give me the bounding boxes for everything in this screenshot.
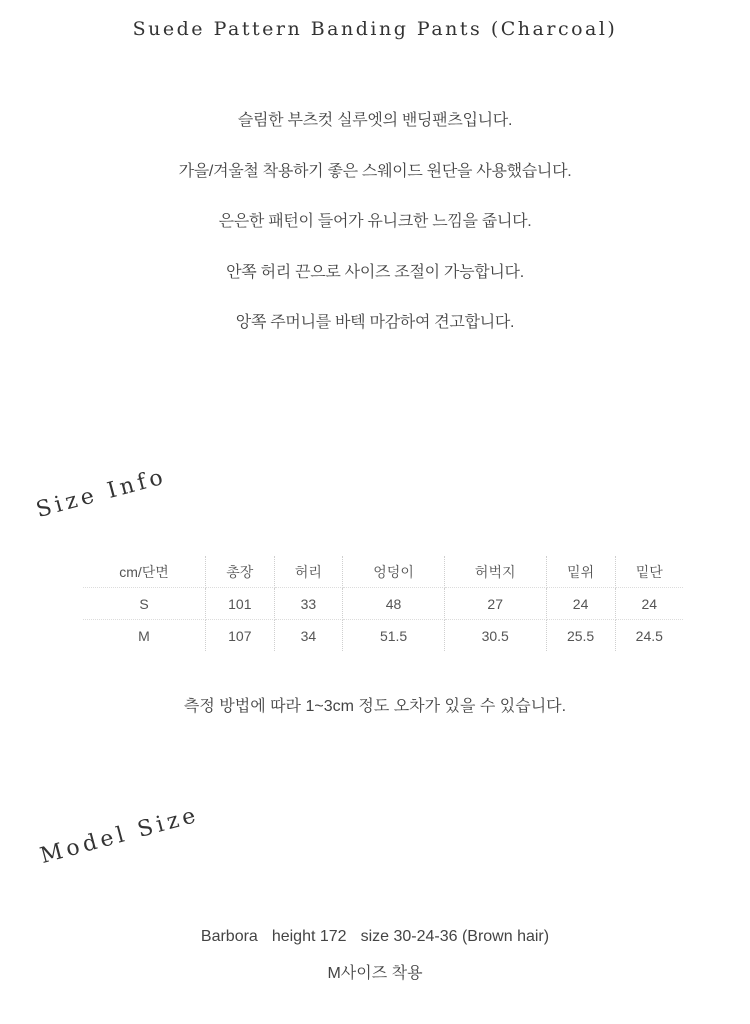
header-cell: 밑위 (546, 556, 615, 588)
size-info-heading: Size Info (33, 464, 170, 523)
product-description (0, 96, 750, 349)
model-height: height 172 (271, 928, 347, 945)
description-line: 안쪽 허리 끈으로 사이즈 조절이 가능합니다. (226, 263, 524, 281)
header-cell: 허리 (274, 556, 343, 588)
header-cell: 엉덩이 (343, 556, 445, 588)
table-cell: 51.5 (343, 620, 445, 652)
description-line: 은은한 패턴이 들어가 유니크한 느낌을 줍니다. (218, 213, 532, 230)
size-table (83, 556, 683, 651)
table-cell: 107 (206, 620, 275, 652)
header-cell: 총장 (206, 556, 275, 588)
header-cell: cm/단면 (83, 556, 206, 588)
table-cell: 24 (546, 588, 615, 620)
description-line: 슬림한 부츠컷 실루엣의 밴딩팬츠입니다. (237, 112, 513, 129)
table-cell: 24.5 (635, 627, 663, 644)
measurement-note: 측정 방법에 따라 1~3cm 정도 오차가 있을 수 있습니다. (183, 698, 567, 715)
table-cell: M (83, 620, 206, 652)
table-cell: 48 (343, 588, 445, 620)
table-cell: 33 (274, 588, 343, 620)
header-cell: 밑단 (615, 556, 683, 588)
model-size-heading: Model Size (37, 802, 203, 869)
size-table-header-row (83, 556, 683, 588)
table-cell: 30.5 (444, 620, 546, 652)
model-details (0, 928, 750, 946)
description-line: 앙쪽 주머니를 바텍 마감하여 견고합니다. (235, 314, 515, 331)
table-row (83, 620, 683, 652)
table-row (83, 588, 683, 620)
model-measurements: size 30-24-36 (Brown hair) (360, 928, 550, 945)
header-cell: 허벅지 (444, 556, 546, 588)
model-fit: M사이즈 착용 (327, 965, 423, 982)
table-cell: 34 (274, 620, 343, 652)
table-cell: S (83, 588, 206, 620)
table-cell: 25.5 (546, 620, 615, 652)
table-cell: 27 (444, 588, 546, 620)
product-title: Suede Pattern Banding Pants (Charcoal) (132, 18, 618, 40)
table-cell: 24 (615, 588, 683, 620)
table-cell: 101 (206, 588, 275, 620)
description-line: 가을/겨울철 착용하기 좋은 스웨이드 원단을 사용했습니다. (178, 162, 572, 180)
model-name: Barbora (200, 928, 258, 945)
